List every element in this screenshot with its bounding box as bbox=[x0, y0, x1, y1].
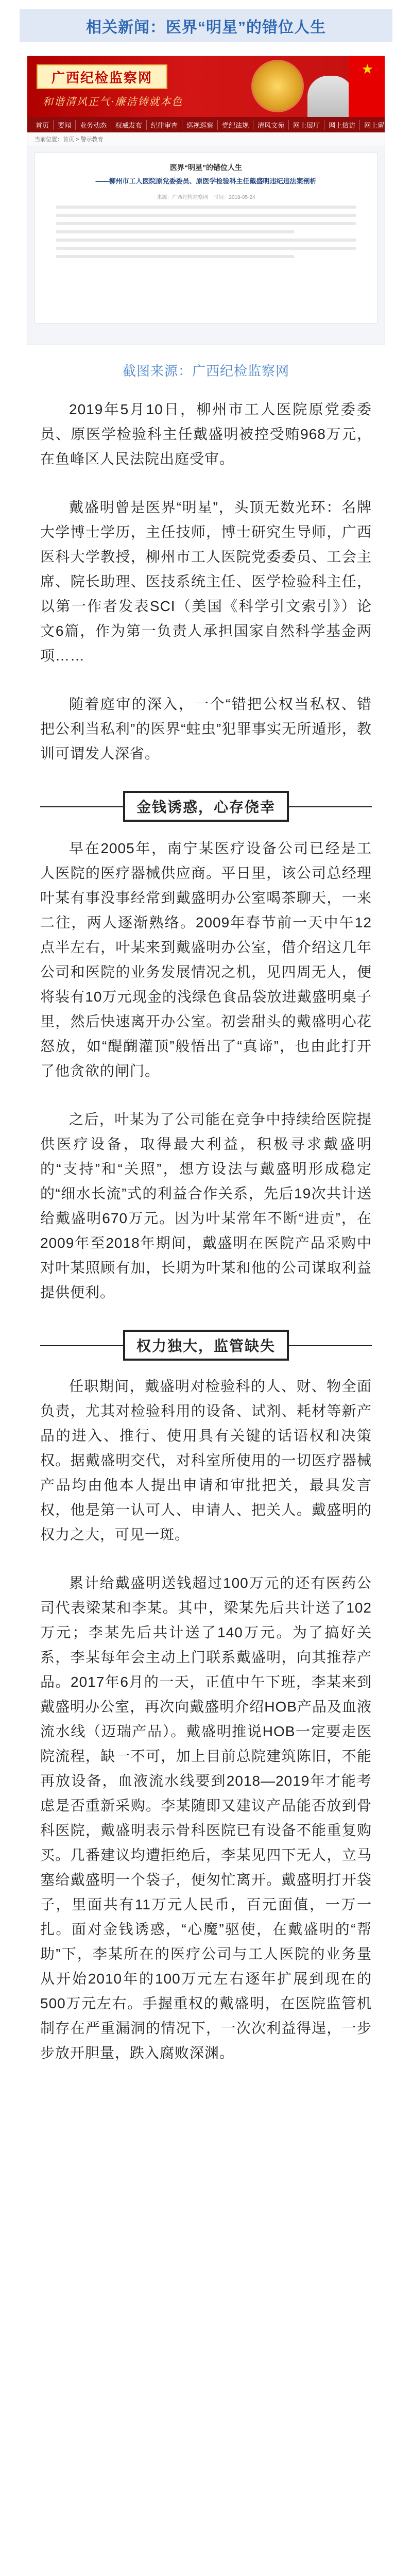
text-line bbox=[56, 206, 356, 209]
paragraph-authority: 任职期间，戴盛明对检验科的人、财、物全面负责，尤其对检验科用的设备、试剂、耗材等新产品的进入、推行、使用具有关键的话语权和决策权。据戴盛明交代，对科室所使用的一切医疗器械产品均由他本人提出申请和审批把关，最具发言权，他是第一认可人、申请人、把关人。戴盛明的权力之大，可见一斑。 bbox=[40, 1378, 372, 1543]
flag-icon bbox=[349, 56, 385, 117]
article-meta: 来源：广西纪检监察网 时间：2019-05-24 bbox=[157, 195, 255, 200]
nav-item-dynamics[interactable]: 业务动态 bbox=[76, 120, 111, 130]
article-subtitle: ——柳州市工人医院原党委委员、原医学检验科主任戴盛明违纪违法案剖析 bbox=[95, 177, 317, 185]
breadcrumb: 当前位置：首页 > 警示教育 bbox=[27, 132, 385, 146]
site-slogan: 和谐清风正气·廉洁铸就本色 bbox=[43, 95, 183, 108]
nav-item-news[interactable]: 要闻 bbox=[54, 120, 76, 130]
section-heading-temptation bbox=[0, 790, 412, 823]
nav-item-message[interactable]: 网上留言 bbox=[360, 120, 396, 130]
paragraph-long-term: 之后，叶某为了公司能在竞争中持续给医院提供医疗设备，取得最大利益，积极寻求戴盛明的“支持”和“关照”，想方设法与戴盛明形成稳定的“细水长流”式的利益合作关系，先后19次共计送给戴盛明670万元。因为叶某常年不断“进贡”，在2009年至2018年期间，戴盛明在医院产品采购中对叶某照顾有加，长期为叶某和他的公司谋取利益提供便利。 bbox=[40, 1111, 372, 1300]
text-line bbox=[56, 222, 356, 225]
text-line bbox=[56, 255, 295, 258]
text-line bbox=[56, 239, 356, 242]
section-heading-power bbox=[0, 1329, 412, 1362]
text-line bbox=[56, 230, 295, 233]
nav-item-culture[interactable]: 清风文苑 bbox=[253, 120, 289, 130]
paragraph-intro: 2019年5月10日，柳州市工人医院原党委委员、原医学检验科主任戴盛明被控受贿968万元，在鱼峰区人民法院出庭受审。 bbox=[40, 401, 372, 467]
emblem-icon bbox=[253, 61, 302, 111]
paragraph-other-bribes: 累计给戴盛明送钱超过100万元的还有医药公司代表梁某和李某。其中，梁某先后共计送了102万元；李某先后共计送了140万元。为了搞好关系，李某每年会主动上门联系戴盛明，向其推荐产品。2017年6月的一天，正值中午下班，李某来到戴盛明办公室，再次向戴盛明介绍HOB产品及血液流水线（迈瑞产品）。戴盛明推说HOB一定要走医院流程，缺一不可，加上目前总院建筑陈旧，不能再放设备，血液流水线要到2018—2019年才能考虑是否重新采购。李某随即又建议产品能否放到骨科医院，戴盛明表示骨科医院已有设备不能重复购买。几番建议均遭拒绝后，李某见四下无人，立马塞给戴盛明一个袋子，便匆忙离开。戴盛明打开袋子，里面共有11万元人民币，百元面值，一万一扎。面对金钱诱惑，“心魔”驱使，在戴盛明的“帮助”下，李某所在的医疗公司与工人医院的业务量从开始2010年的100万元左右逐年扩展到现在的500万元左右。手握重权的戴盛明，在医院监管机制存在严重漏洞的情况下，一次次利益得逞，一步步放开胆量，跌入腐败深渊。 bbox=[40, 1575, 372, 2061]
section-heading-label: 金钱诱惑，心存侥幸 bbox=[123, 791, 289, 822]
section-heading-label: 权力独大，监管缺失 bbox=[123, 1330, 289, 1361]
related-news-title: 相关新闻：医界“明星”的错位人生 bbox=[20, 9, 392, 42]
nav-item-inspection[interactable]: 巡视巡察 bbox=[182, 120, 218, 130]
screenshot-caption: 截图来源：广西纪检监察网 bbox=[122, 363, 289, 379]
article-page bbox=[0, 9, 412, 2576]
building-icon bbox=[307, 76, 354, 117]
paragraph-first-bribe: 早在2005年，南宁某医疗设备公司已经是工人医院的医疗器械供应商。平日里，该公司总经理叶某有事没事经常到戴盛明办公室喝茶聊天，一来二往，两人逐渐熟络。2009年春节前一天中午12点半左右，叶某来到戴盛明办公室，借介绍这几年公司和医院的业务发展情况之机，见四周无人，便将装有10万元现金的浅绿色食品袋放进戴盛明桌子里，然后快速离开办公室。初尝甜头的戴盛明心花怒放，如“醍醐灌顶”般悟出了“真谛”，也由此打开了他贪欲的闸门。 bbox=[40, 840, 372, 1079]
site-header bbox=[27, 56, 385, 117]
source-screenshot bbox=[27, 56, 391, 345]
paragraph-trial: 随着庭审的深入，一个“错把公权当私权、错把公利当私利”的医界“蛀虫”犯罪事实无所遁形，教训可谓发人深省。 bbox=[40, 696, 372, 761]
text-line bbox=[56, 247, 356, 250]
text-line bbox=[56, 214, 356, 217]
nav-item-regulations[interactable]: 党纪法规 bbox=[218, 120, 253, 130]
paragraph-background: 戴盛明曾是医界“明星”，头顶无数光环：名牌大学博士学历，主任技师，博士研究生导师，广西医科大学教授，柳州市工人医院党委委员、工会主席、院长助理、医技系统主任、医学检验科主任，以第一作者发表SCI（美国《科学引文索引》）论文6篇，作为第一负责人承担国家自然科学基金两项…… bbox=[40, 499, 372, 664]
site-logo[interactable]: 广西纪检监察网 bbox=[37, 64, 167, 89]
site-nav bbox=[27, 117, 391, 132]
nav-item-review[interactable]: 纪律审查 bbox=[147, 120, 182, 130]
nav-item-release[interactable]: 权威发布 bbox=[111, 120, 147, 130]
nav-item-petition[interactable]: 网上信访 bbox=[324, 120, 360, 130]
nav-item-exhibition[interactable]: 网上展厅 bbox=[289, 120, 324, 130]
nav-item-home[interactable]: 首页 bbox=[31, 120, 54, 130]
star-icon: ★ bbox=[361, 61, 373, 77]
article-card bbox=[35, 152, 377, 324]
article-title: 医界“明星”的错位人生 bbox=[170, 163, 242, 172]
